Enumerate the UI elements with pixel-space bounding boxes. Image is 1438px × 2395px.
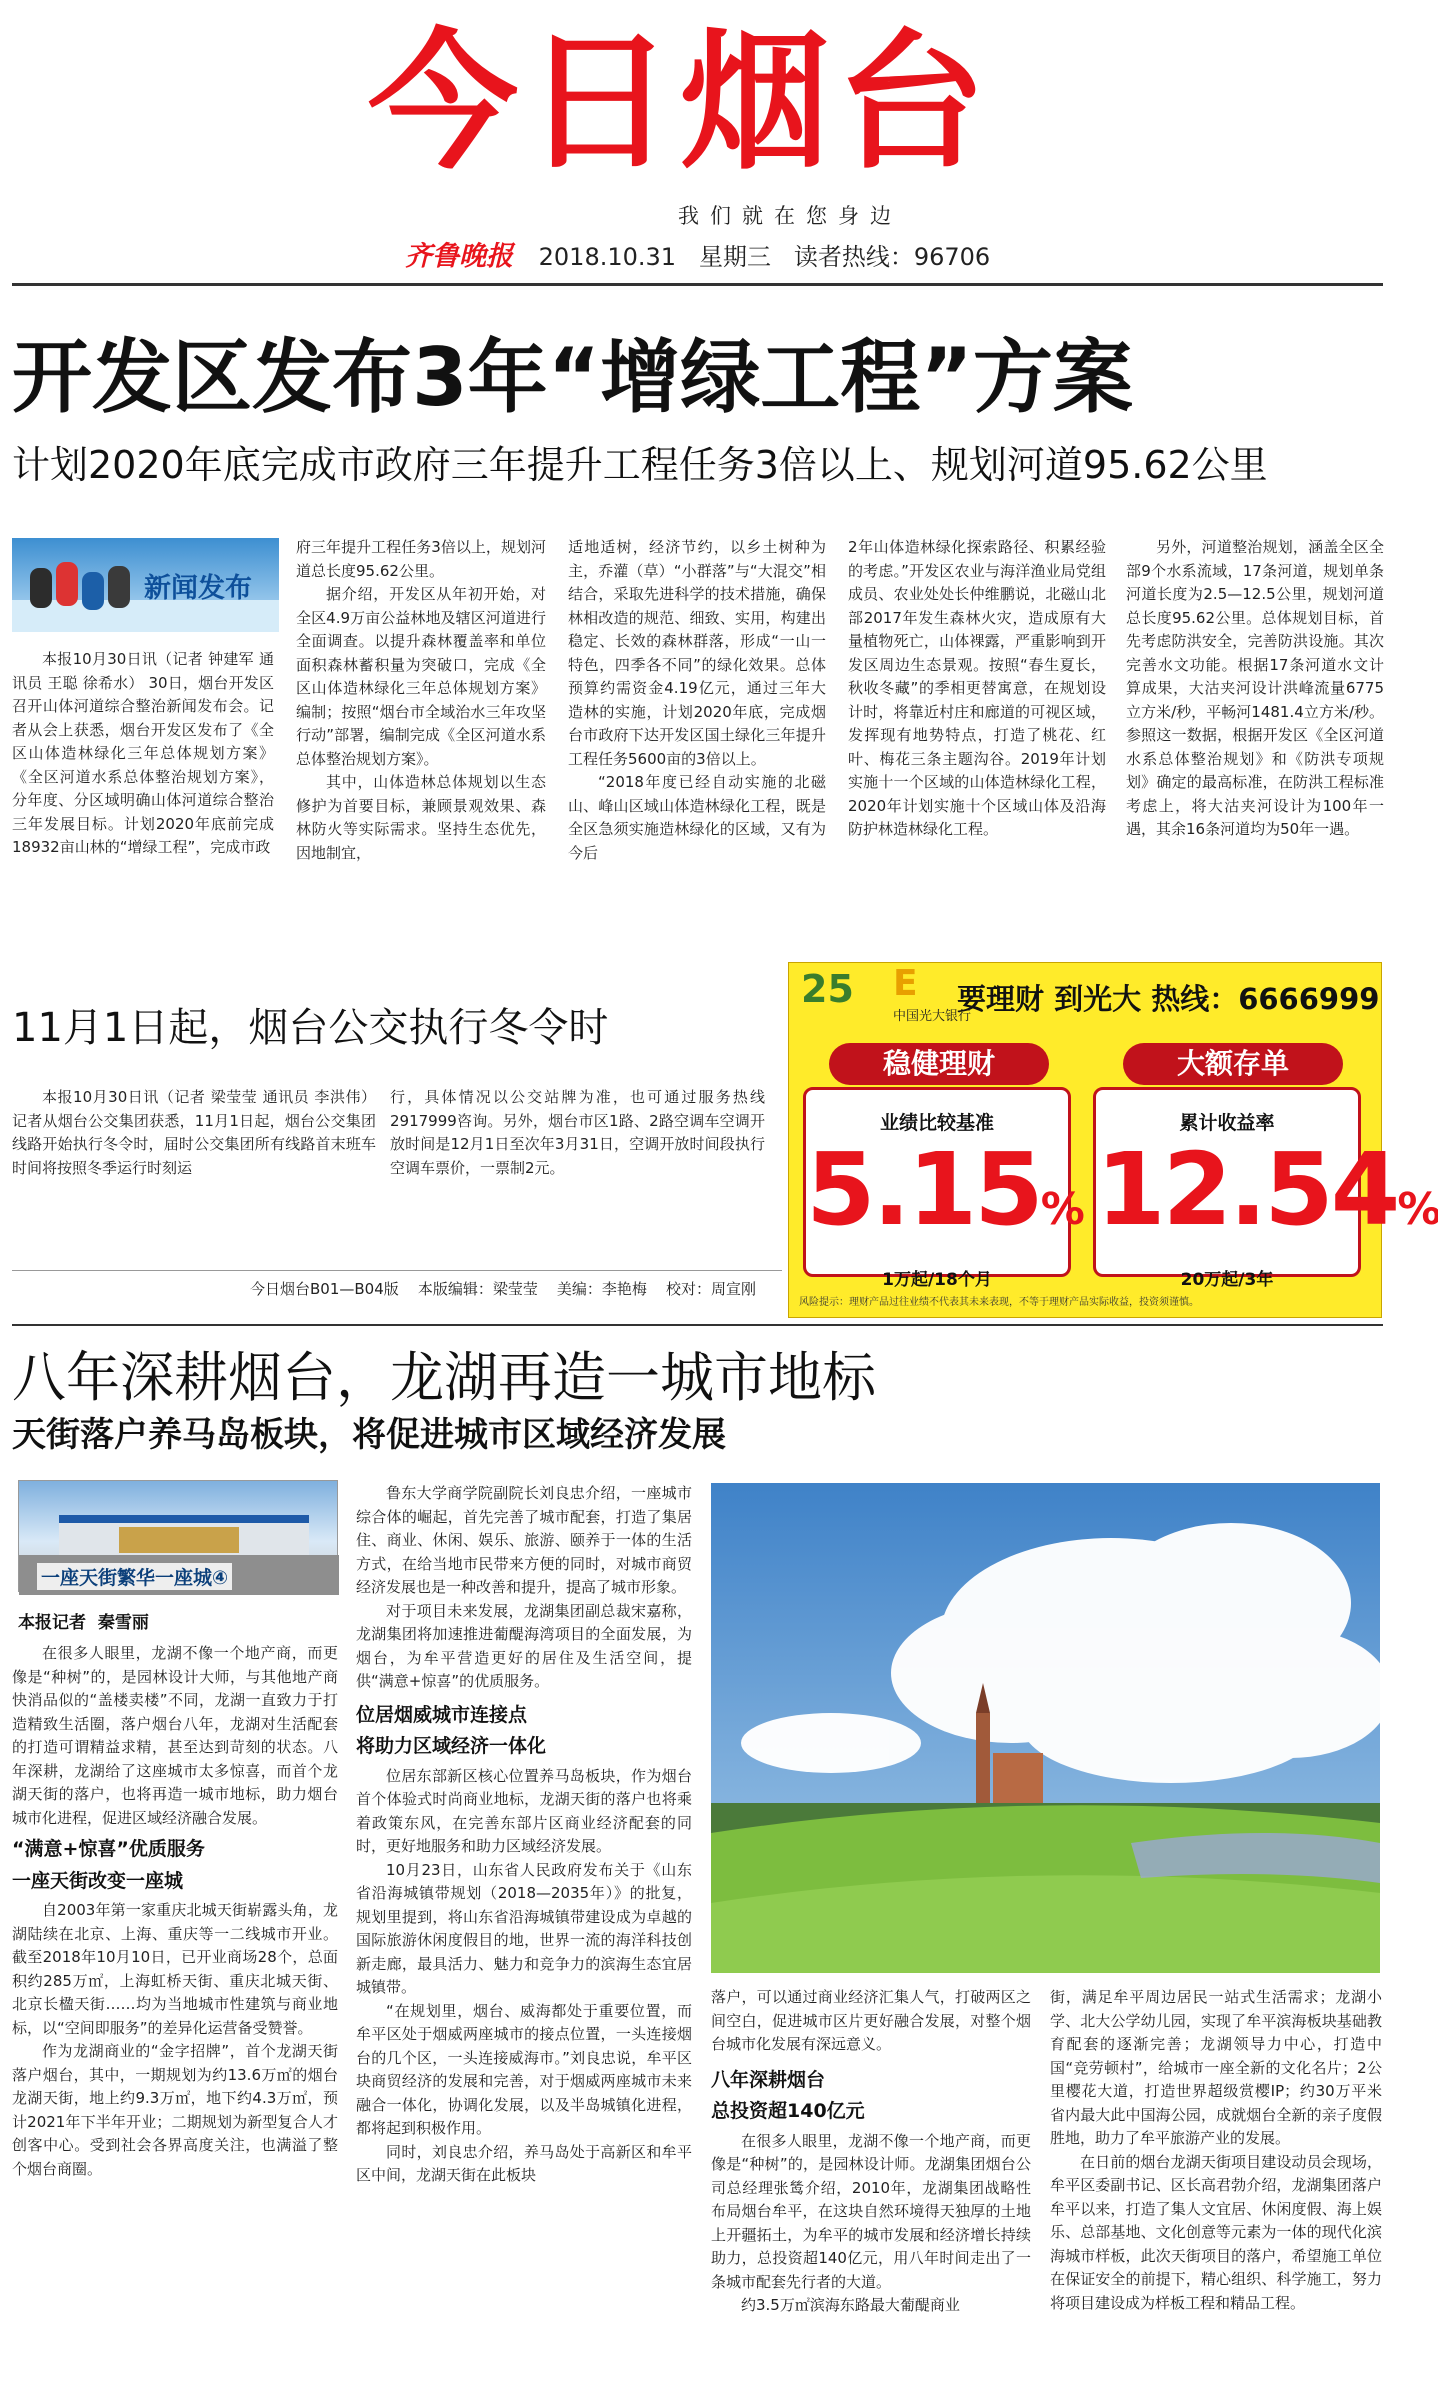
reader-hotline: 读者热线：96706	[793, 243, 991, 271]
bank-e-logo-icon: E	[893, 963, 918, 1004]
news-release-badge	[12, 538, 279, 632]
article3-col3-sub1: 八年深耕烟台	[711, 2068, 826, 2091]
bank-advertisement[interactable]	[788, 962, 1438, 1318]
article1-col2: 府三年提升工程任务3倍以上，规划河道总长度95.62公里。 据介绍，开发区从年初开始，对全区4.9万亩公益林地及辖区河道进行全面调查。以提升森林覆盖率和单位面积森林蓄积量为突破口，完成《全区山体造林绿化三年总体规划方案》编制；按照“烟台市全域治水三年攻坚行动”部署，编制完成《全区河道水系总体整治规划方案》。 其中，山体造林总体规划以生态修护为首要目标，兼顾景观效果、森林防火等实际需求。坚持生态优先，因地制宜，	[296, 538, 546, 862]
article1-headline: 开发区发布3年“增绿工程”方案	[12, 331, 1133, 424]
rate-box-deposit	[1093, 1087, 1438, 1290]
article2-col1: 本报10月30日讯（记者 梁莹莹 通讯员 李洪伟） 记者从烟台公交集团获悉，11月1日起，烟台公交集团线路开始执行冬令时，届时公交集团所有线路首末班车时间将按照冬季运行时刻运	[12, 1088, 376, 1177]
article3-col3-sub2: 总投资超140亿元	[711, 2100, 865, 2122]
anniversary-badge: 25	[801, 967, 854, 1011]
article1-col3: 适地适树，经济节约，以乡土树种为主，乔灌（草）“小群落”与“大混交”相结合，采取先进科学的技术措施，确保林相改造的规范、细致、实用，构建出稳定、长效的森林群落，形成“一山一特色，四季各不同”的绿化效果。总体预算约需资金4.19亿元，通过三年大造林的实施，计划2020年底，完成烟台市政府下达开发区国土绿化三年提升工程任务5600亩的3倍以上。 “2018年度已经自动实施的北磁山、峰山区域山体造林绿化工程，既是全区急须实施造林绿化的区域，又有为今后	[568, 538, 826, 862]
rate-value-stable: 5.15%	[806, 1131, 1082, 1248]
article3-col4: 街，满足牟平周边居民一站式生活需求；龙湖小学、北大公学幼儿园，实现了牟平滨海板块基础教育配套的逐渐完善；龙湖领导力中心，打造中国“竞劳顿村”，给城市一座全新的文化名片；2公里樱花大道，打造世界超级赏樱IP；约30万平米省内最大此中国海公园，成就烟台全新的亲子度假胜地，助力了牟平旅游产业的发展。 在日前的烟台龙湖天街项目建设动员会现场，牟平区委副书记、区长高君勃介绍，龙湖集团落户牟平以来，打造了集人文宜居、休闲度假、海上娱乐、总部基地、文化创意等元素为一体的现代化滨海城市样板，此次天街项目的落户，希望施工单位在保证安全的前提下，精心组织、科学施工，努力将项目建设成为样板工程和精品工程。	[1050, 1988, 1382, 2312]
rate-value-deposit: 12.54%	[1096, 1131, 1438, 1248]
article3-byline: 本报记者 秦雪丽	[18, 1613, 149, 1633]
park-landscape-photo	[711, 1483, 1380, 1973]
article3-headline: 八年深耕烟台，龙湖再造一城市地标	[12, 1346, 876, 1409]
article3-col1: 在很多人眼里，龙湖不像一个地产商，而更像是“种树”的，是园林设计大师，与其他地产商快消品似的“盖楼卖楼”不同，龙湖一直致力于打造精致生活圈，落户烟台八年，龙湖对生活配套的打造可谓精益求精，甚至达到苛刻的状态。八年深耕，龙湖给了这座城市太多惊喜，而首个龙湖天街的落户，也将再造一城市地标，助力烟台城市化进程，促进区域经济融合发展。 “满意+惊喜”优质服务 一座天街改变一座城 自2003年第一家重庆北城天街崭露头角，龙湖陆续在北京、上海、重庆等一二线城市开业。截至2018年10月10日，已开业商场28个，总面积约285万㎡，上海虹桥天街、重庆北城天街、北京长楹天街……均为当地城市性建筑与商业地标，以“空间即服务”的差异化运营备受赞誉。 作为龙湖商业的“金字招牌”，首个龙湖天街落户烟台，其中，一期规划为约13.6万㎡的烟台龙湖天街，地上约9.3万㎡，地下约4.3万㎡，预计2021年下半年开业；二期规划为新型复合人才创客中心。受到社会各界高度关注，也满溢了整个烟台商圈。	[12, 1644, 338, 2178]
section-rule	[12, 1324, 1383, 1326]
issue-weekday: 星期三	[698, 243, 771, 271]
masthead-slogan: 我们就在您身边	[678, 204, 902, 228]
article2-col2: 行，具体情况以公交站牌为准，也可通过服务热线2917999咨询。另外，烟台市区1路、2路空调车空调开放时间是12月1日至次年3月31日，空调开放时间段执行空调车票价，一票制2元。	[390, 1088, 765, 1177]
rate-label-deposit: 累计收益率	[1179, 1112, 1275, 1134]
paper-logo: 齐鲁晚报	[405, 241, 513, 272]
article3-subhead: 天街落户养马岛板块，将促进城市区域经济发展	[12, 1415, 726, 1455]
masthead-rule	[12, 283, 1383, 286]
pill-stable-wealth: 稳健理财	[829, 1043, 1049, 1085]
article3-col2-sub2: 将助力区域经济一体化	[356, 1735, 547, 1757]
rate-label-stable: 业绩比较基准	[879, 1112, 994, 1134]
rate-terms-stable: 1万起/18个月	[882, 1270, 992, 1290]
rate-box-stable	[803, 1087, 1082, 1290]
park-landscape-illustration	[711, 1483, 1380, 1973]
page-credits: 今日烟台B01—B04版 本版编辑：梁莹莹 美编：李艳梅 校对：周宣刚	[250, 1280, 756, 1298]
pill-large-deposit: 大额存单	[1123, 1043, 1343, 1085]
article2-headline: 11月1日起，烟台公交执行冬令时	[12, 1005, 609, 1051]
series-tag-label: 一座天街繁华一座城④	[37, 1563, 232, 1590]
series-tag-image	[18, 1480, 338, 1592]
ad-disclaimer: 风险提示：理财产品过往业绩不代表其未来表现，不等于理财产品实际收益，投资须谨慎。	[799, 1297, 1199, 1308]
news-release-badge-label: 新闻发布	[144, 573, 252, 604]
masthead-datebar	[405, 234, 1105, 274]
article1-subhead: 计划2020年底完成市政府三年提升工程任务3倍以上、规划河道95.62公里	[12, 443, 1268, 487]
article3-col1-sub2: 一座天街改变一座城	[12, 1869, 184, 1892]
bank-brand: 中国光大银行	[893, 1009, 972, 1024]
masthead-title: 今日烟台	[367, 16, 992, 190]
article3-col1-sub1: “满意+惊喜”优质服务	[12, 1838, 205, 1860]
masthead	[0, 0, 1395, 300]
rate-terms-deposit: 20万起/3年	[1180, 1270, 1274, 1290]
article1-col5: 另外，河道整治规划，涵盖全区全部9个水系流域，17条河道，规划单条河道长度为2.5—12.5公里，规划河道总长度95.62公里。总体规划目标，首先考虑防洪安全，完善防洪设施。其次完善水文功能。根据17条河道水文计算成果，大沽夹河设计洪峰流量6775立方米/秒，平畅河1481.4立方米/秒。参照这一数据，根据开发区《全区河道水系总体整治规划》和《防洪专项规划》确定的最高标准，在防洪工程标准考虑上，将大沽夹河设计为100年一遇，其余16条河道均为50年一遇。	[1126, 538, 1384, 838]
article1-col1: 本报10月30日讯（记者 钟建军 通讯员 王聪 徐希水） 30日，烟台开发区召开山体河道综合整治新闻发布会。记者从会上获悉，烟台开发区发布了《全区山体造林绿化三年总体规划方案》《全区河道水系总体整治规划方案》，分年度、分区域明确山体河道综合整治三年发展目标。计划2020年底前完成18932亩山林的“增绿工程”，完成市政	[12, 650, 274, 856]
article3-col2-sub1: 位居烟威城市连接点	[356, 1703, 528, 1726]
article3-col2: 鲁东大学商学院副院长刘良忠介绍，一座城市综合体的崛起，首先完善了城市配套，打造了集居住、商业、休闲、娱乐、旅游、颐养于一体的生活方式，在给当地市民带来方便的同时，对城市商贸经济发展也是一种改善和提升，提高了城市形象。 对于项目未来发展，龙湖集团副总裁宋嘉称，龙湖集团将加速推进葡醍海湾项目的全面发展，为烟台，为牟平营造更好的居住及生活空间，提供“满意+惊喜”的优质服务。 位居烟威城市连接点 将助力区域经济一体化 位居东部新区核心位置养马岛板块，作为烟台首个体验式时尚商业地标，龙湖天街的落户也将乘着政策东风，在完善东部片区商业经济配套的同时，更好地服务和助力区域经济发展。 10月23日，山东省人民政府发布关于《山东省沿海城镇带规划（2018—2035年）》的批复，规划里提到，将山东省沿海城镇带建设成为卓越的国际旅游休闲度假目的地，世界一流的海洋科技创新走廊，最具活力、魅力和竞争力的滨海生态宜居城镇带。 “在规划里，烟台、威海都处于重要位置，而牟平区处于烟威两座城市的接点位置，一头连接烟台的几个区，一头连接威海市。”刘良忠说，牟平区块商贸经济的发展和完善，对于烟威两座城市未来融合一体化，协调化发展，以及半岛城镇化进程，都将起到积极作用。 同时，刘良忠介绍，养马岛处于高新区和牟平区中间，龙湖天街在此板块	[356, 1484, 692, 2184]
credits-rule	[12, 1270, 782, 1271]
ad-slogan: 要理财 到光大 热线：6666999	[957, 982, 1380, 1016]
article1-col4: 2年山体造林绿化探索路径、积累经验的考虑。”开发区农业与海洋渔业局党组成员、农业处处长仲维鹏说，北磁山北部2017年发生森林火灾，造成原有大量植物死亡，山体裸露，严重影响到开发区周边生态景观。按照“春生夏长，秋收冬藏”的季相更替寓意，在规划设计时，将靠近村庄和廊道的可视区域，发挥现有地势特点，打造了桃花、红叶、梅花三条主题沟谷。2019年计划实施十一个区域的山体造林绿化工程，2020年计划实施十个区域山体及沿海防护林造林绿化工程。	[848, 538, 1106, 838]
article3-col3: 落户，可以通过商业经济汇集人气，打破两区之间空白，促进城市区片更好融合发展，对整个烟台城市化发展有深远意义。 八年深耕烟台 总投资超140亿元 在很多人眼里，龙湖不像一个地产商，而更像是“种树”的，是园林设计师。龙湖集团烟台公司总经理张鸶介绍，2010年，龙湖集团战略性布局烟台牟平，在这块自然环境得天独厚的土地上开疆拓土，为牟平的城市发展和经济增长持续助力，总投资超140亿元，用八年时间走出了一条城市配套先行者的大道。 约3.5万㎡滨海东路最大葡醍商业	[711, 1988, 1031, 2314]
issue-date: 2018.10.31	[538, 243, 677, 271]
